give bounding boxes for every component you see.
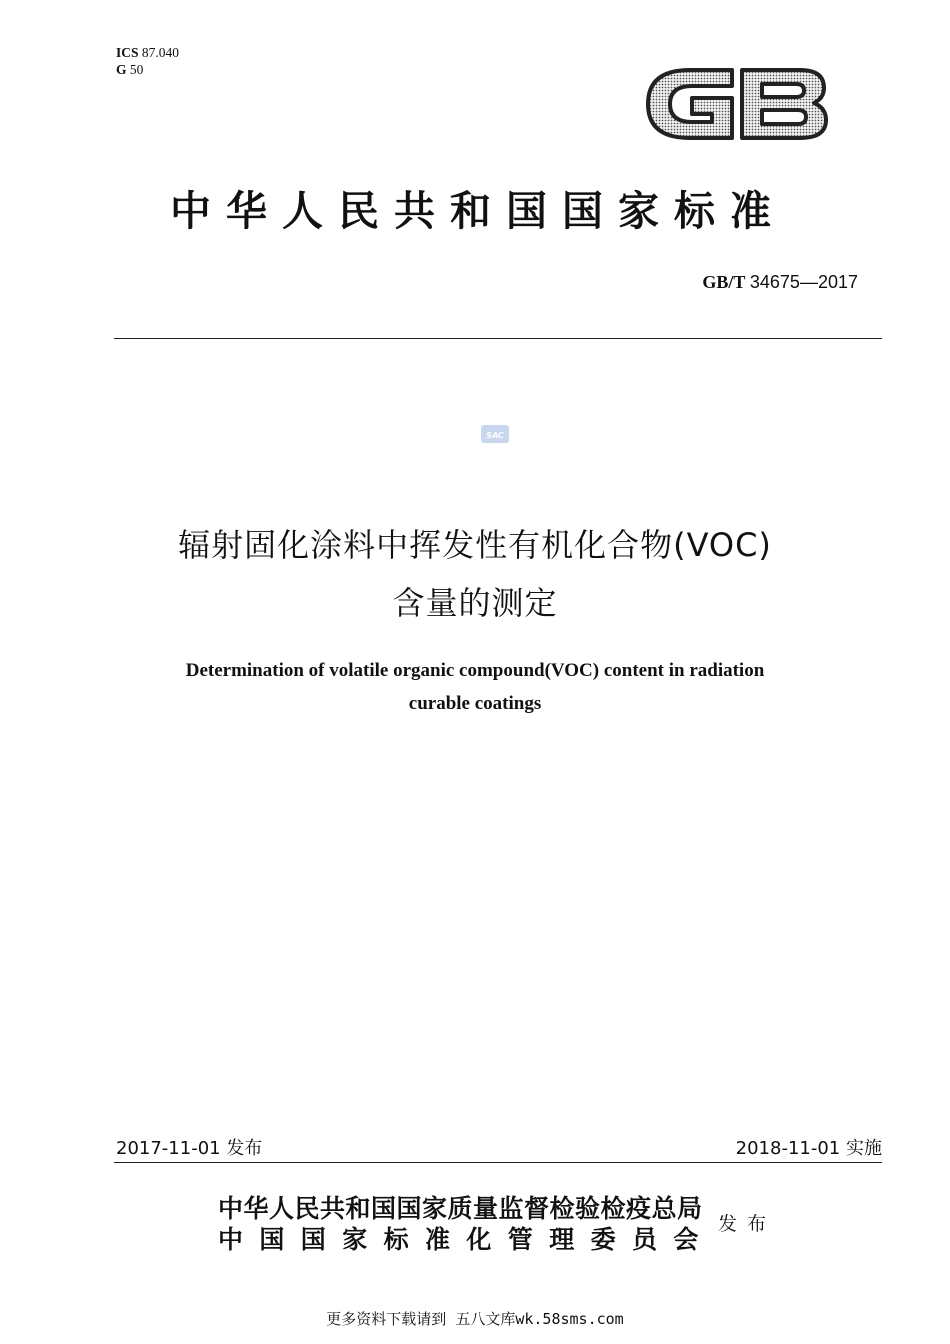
ics-label: ICS bbox=[116, 45, 139, 60]
publish-label: 发布 bbox=[718, 1213, 777, 1235]
classification-codes bbox=[116, 44, 179, 78]
standard-code: 34675—2017 bbox=[749, 272, 858, 292]
standard-prefix: GB/T bbox=[702, 272, 746, 292]
header-title: 中华人民共和国国家标准 bbox=[170, 187, 786, 235]
standard-number bbox=[702, 272, 858, 293]
ics-code bbox=[116, 44, 179, 61]
top-divider bbox=[114, 338, 882, 339]
svg-text:SAC: SAC bbox=[486, 431, 504, 440]
footer-download-note: 更多资料下载请到 五八文库wk.58sms.com bbox=[326, 1310, 624, 1328]
bottom-divider bbox=[114, 1162, 882, 1163]
title-en-line2: curable coatings bbox=[408, 693, 542, 714]
title-en-line1: Determination of volatile organic compound(VOC) content in radiation bbox=[185, 660, 765, 681]
ccs-label: G bbox=[116, 62, 127, 77]
sac-watermark-icon bbox=[480, 424, 510, 444]
issuer-line2: 中国国家标准化管理委员会 bbox=[218, 1225, 715, 1254]
ics-value: 87.040 bbox=[141, 45, 180, 60]
implementation-date: 2018-11-01 实施 bbox=[735, 1138, 882, 1159]
ccs-code bbox=[116, 61, 179, 78]
gb-logo-icon bbox=[640, 56, 830, 152]
title-cn-line1: 辐射固化涂料中挥发性有机化合物(VOC) bbox=[178, 526, 772, 564]
issuer-line1: 中华人民共和国国家质量监督检验检疫总局 bbox=[218, 1194, 703, 1223]
title-cn-line2: 含量的测定 bbox=[392, 584, 558, 622]
issue-date: 2017-11-01 发布 bbox=[116, 1138, 263, 1159]
ccs-value: 50 bbox=[129, 62, 144, 77]
